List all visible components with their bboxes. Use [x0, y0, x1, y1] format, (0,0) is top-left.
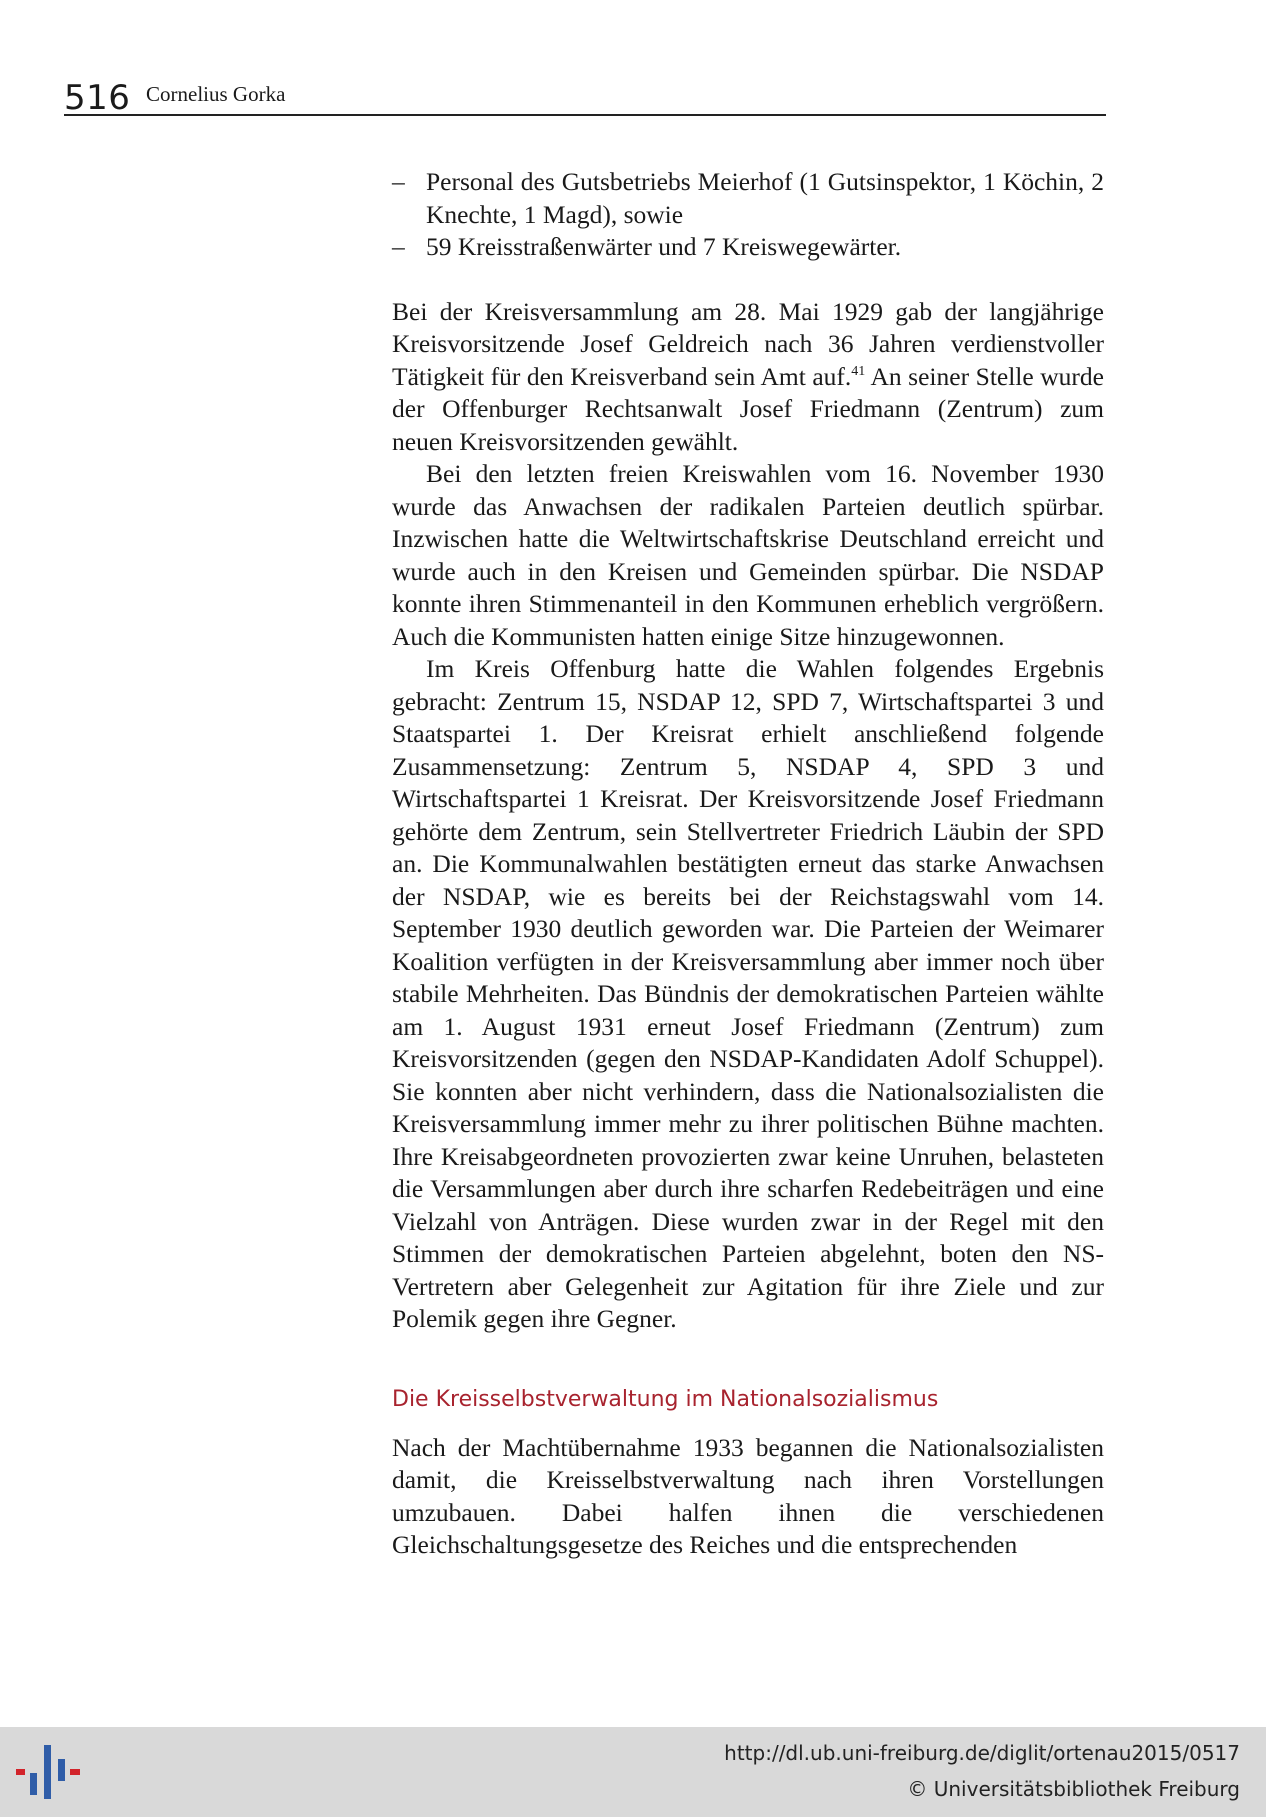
source-url-link[interactable]: http://dl.ub.uni-freiburg.de/diglit/ortenau2015/0517: [724, 1741, 1240, 1765]
list-item-text: 59 Kreisstraßenwärter und 7 Kreiswegewärter.: [426, 232, 902, 261]
paragraph-text: Bei der Kreisversammlung am 28. Mai 1929 gab der langjährige Kreisvorsitzende Josef Geldreich nach 36 Jahren verdienstvoller Tätigkeit für den Kreisverband sein Amt auf.: [392, 296, 1104, 391]
list-item-text: Personal des Gutsbetriebs Meierhof (1 Gutsinspektor, 1 Köchin, 2 Knechte, 1 Magd), sowie: [426, 167, 1104, 229]
library-logo-icon: [16, 1741, 82, 1803]
paragraph: Bei den letzten freien Kreiswahlen vom 16. November 1930 wurde das Anwachsen der radikalen Parteien deutlich spürbar. Inzwischen hatte die Weltwirtschaftskrise Deutschland erreicht und wurde auch in den Kreisen und Gemeinden spürbar. Die NSDAP konnte ihren Stimmenanteil in den Kommunen erheblich vergrößern. Auch die Kommunisten hatten einige Sitze hinzugewonnen.: [392, 459, 1104, 651]
section-heading: Die Kreisselbstverwaltung im Nationalsozialismus: [392, 1386, 939, 1412]
paragraph: Nach der Machtübernahme 1933 begannen die Nationalsozialisten damit, die Kreisselbstverwaltung nach ihren Vorstellungen umzubauen. Dabei halfen ihnen die verschiedenen Gleichschaltungsgesetze des Reiches und die entsprechenden: [392, 1432, 1104, 1559]
body-text-column: [392, 166, 1104, 1562]
paragraph: Im Kreis Offenburg hatte die Wahlen folgendes Ergebnis gebracht: Zentrum 15, NSDAP 12, SPD 7, Wirtschaftspartei 3 und Staatspartei 1. Der Kreisrat erhielt anschließend folgende Zusammensetzung: Zentrum 5, NSDAP 4, SPD 3 und Wirtschaftspartei 1 Kreisrat. Der Kreisvorsitzende Josef Friedmann gehörte dem Zentrum, sein Stellvertreter Friedrich Läubin der SPD an. Die Kommunalwahlen bestätigten erneut das starke Anwachsen der NSDAP, wie es bereits bei der Reichstagswahl vom 14. September 1930 deutlich geworden war. Die Parteien der Weimarer Koalition verfügten in der Kreisversammlung aber immer noch über stabile Mehrheiten. Das Bündnis der demokratischen Parteien wählte am 1. August 1931 erneut Josef Friedmann (Zentrum) zum Kreisvorsitzenden (gegen den NSDAP-Kandidaten Adolf Schuppel). Sie konnten aber nicht verhindern, dass die Nationalsozialisten die Kreisversammlung immer mehr zu ihrer politischen Bühne machten. Ihre Kreisabgeordneten provozierten zwar keine Unruhen, belasteten die Versammlungen aber durch ihre scharfen Redebeiträgen und eine Vielzahl von Anträgen. Diese wurden zwar in der Regel mit den Stimmen der demokratischen Parteien abgelehnt, boten den NS-Vertretern aber Gelegenheit zur Agitation für ihre Ziele und zur Polemik gegen ihre Gegner.: [392, 654, 1104, 1333]
page-number: 516: [64, 78, 131, 118]
footnote-marker[interactable]: 41: [851, 363, 866, 379]
list-item: [392, 231, 1104, 264]
list-item: [392, 166, 1104, 231]
copyright-notice: © Universitätsbibliothek Freiburg: [907, 1777, 1240, 1801]
bullet-dash: –: [392, 167, 405, 196]
bullet-list: [392, 166, 1104, 264]
bullet-dash: –: [392, 232, 405, 261]
paragraph: [392, 296, 1104, 459]
running-head-author: Cornelius Gorka: [146, 82, 286, 106]
running-header: [64, 72, 1106, 116]
footer-bar: [0, 1727, 1266, 1817]
paragraph-text: An seiner Stelle wurde der Offenburger Rechtsanwalt Josef Friedmann (Zentrum) zum neuen Kreisvorsitzenden gewählt.: [392, 361, 1104, 456]
